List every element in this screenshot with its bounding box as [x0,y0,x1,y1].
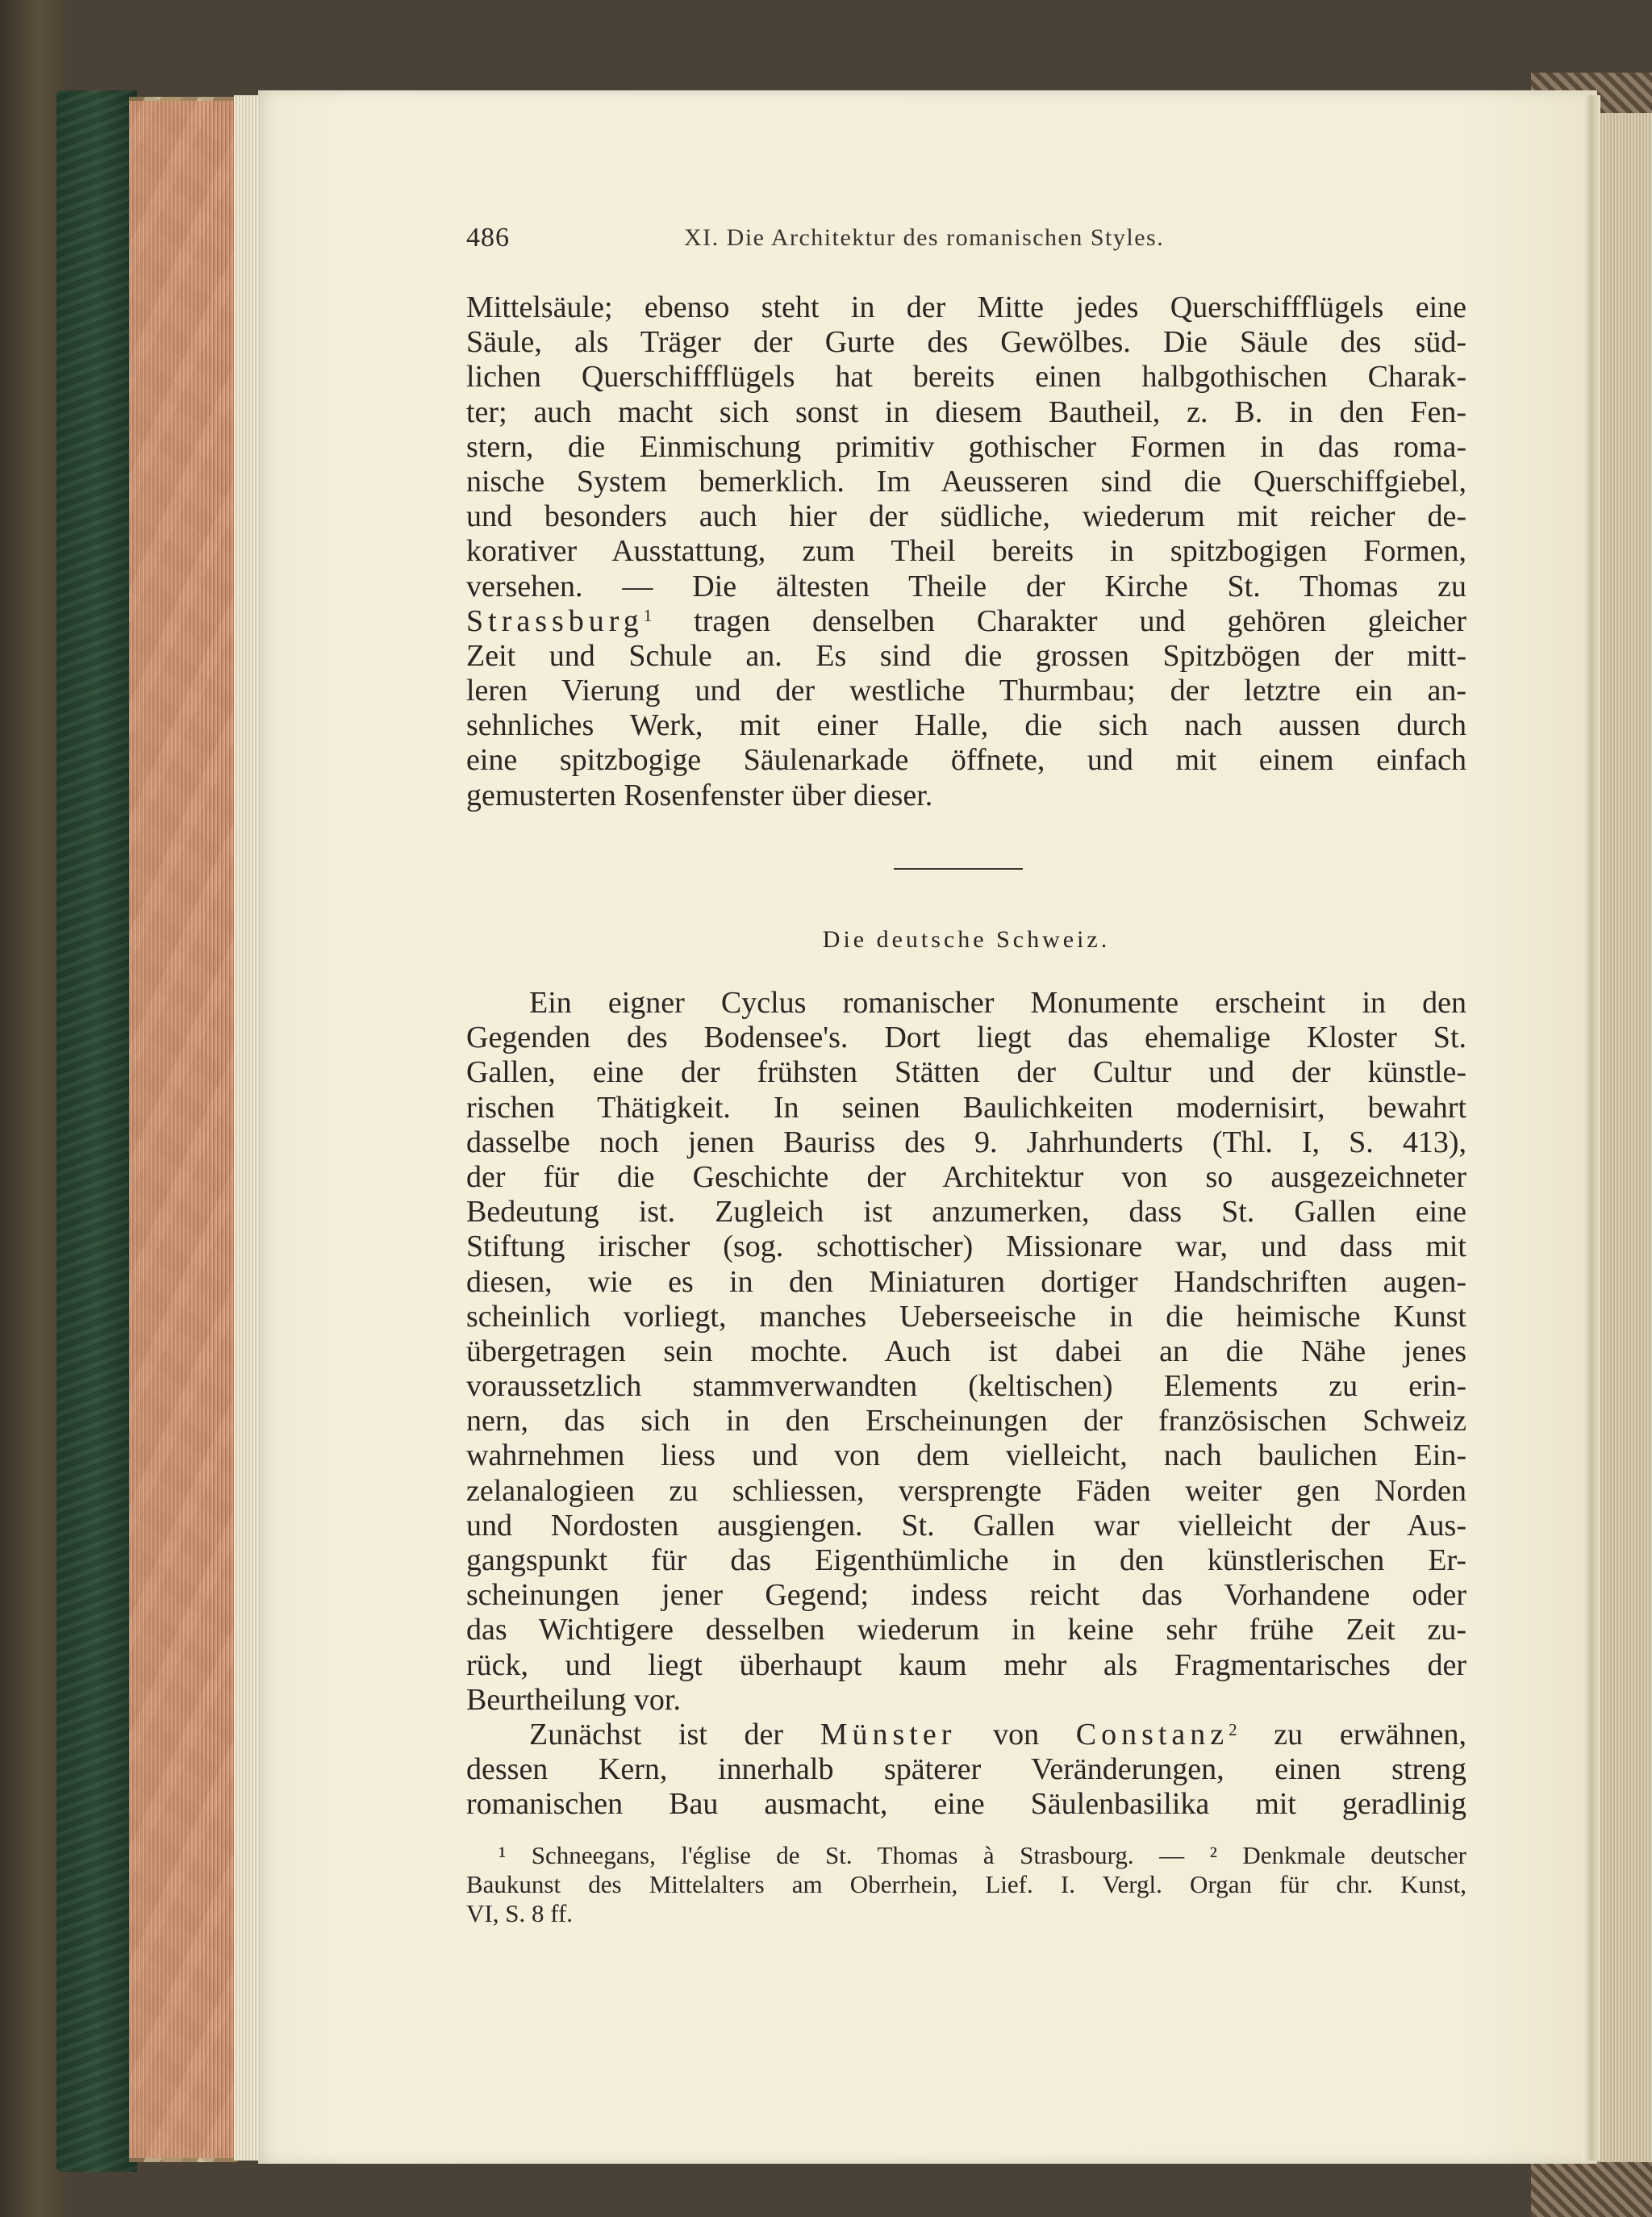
text-line: Säule, als Träger der Gurte des Gewölbes. Die Säule des süd- [466,325,1466,360]
text-line: stern, die Einmischung primitiv gothischer Formen in das roma- [466,429,1466,464]
text-line: rück, und liegt überhaupt kaum mehr als Fragmentarisches der [466,1647,1466,1682]
text-line: wahrnehmen liess und von dem vielleicht, nach baulichen Ein- [466,1438,1466,1473]
name-constanz: Constanz [1075,1717,1229,1751]
text-line: das Wichtigere desselben wiederum in keine sehr frühe Zeit zu- [466,1613,1466,1647]
text-line-munster [466,1718,1466,1752]
text-line: Beurtheilung vor. [466,1682,681,1717]
text-line: Ein eigner Cyclus romanischer Monumente erscheint in den [529,986,1466,1020]
text-line: Mittelsäule; ebenso steht in der Mitte jedes Querschiffflügels eine [466,290,1466,324]
text-line: scheinungen jener Gegend; indess reicht das Vorhandene oder [466,1578,1466,1613]
footnote-line: ¹ Schneegans, l'église de St. Thomas à Strasbourg. — ² Denkmale deutscher [499,1841,1466,1869]
footnote-mark-1: 1 [643,606,653,626]
background-left [0,0,65,2217]
text-line-strassburg [466,604,1466,639]
text-line: Zeit und Schule an. Es sind die grossen Spitzbögen der mitt- [466,638,1466,673]
text-line: nische System bemerklich. Im Aeusseren sind die Querschiffgiebel, [466,464,1466,499]
text-line: übergetragen sein mochte. Auch ist dabei an die Nähe jenes [466,1334,1466,1368]
name-strassburg: Strassburg [466,603,644,638]
section-divider [894,868,1023,870]
footnote-mark-2: 2 [1229,1719,1237,1739]
text-line: leren Vierung und der westliche Thurmbau; der letztre ein an- [466,674,1466,708]
text-line: rischen Thätigkeit. In seinen Baulichkeiten modernisirt, bewahrt [466,1090,1466,1125]
text-line: versehen. — Die ältesten Theile der Kirche St. Thomas zu [466,569,1466,603]
page-number: 486 [466,223,510,253]
text-line: nern, das sich in den Erscheinungen der französischen Schweiz [466,1404,1466,1438]
text-line: voraussetzlich stammverwandten (keltischen) Elements zu erin- [466,1369,1466,1404]
text-line: und Nordosten ausgiengen. St. Gallen war vielleicht der Aus- [466,1508,1466,1543]
text-line: korativer Ausstattung, zum Theil bereits in spitzbogigen Formen, [466,534,1466,569]
section-heading: Die deutsche Schweiz. [822,926,1111,953]
page-header [466,223,1466,263]
text-fragment: zu erwähnen, [1274,1717,1467,1751]
text-fragment: von [993,1717,1040,1751]
text-line: dasselbe noch jenen Bauriss des 9. Jahrhunderts (Thl. I, S. 413), [466,1125,1466,1159]
text-line: Gegenden des Bodensee's. Dort liegt das ehemalige Kloster St. [466,1021,1466,1055]
footnote-line: Baukunst des Mittelalters am Oberrhein, Lief. I. Vergl. Organ für chr. Kunst, [466,1870,1466,1898]
running-head: XI. Die Architektur des romanischen Styles. [684,224,1165,251]
text-line: sehnliches Werk, mit einer Halle, die sich nach aussen durch [466,708,1466,743]
page-gutter [1583,95,1600,2161]
text-line: dessen Kern, innerhalb späterer Veränderungen, einen streng [466,1752,1466,1787]
text-line: gemusterten Rosenfenster über dieser. [466,778,933,812]
cloth-bottom [1531,2162,1652,2217]
text-line: lichen Querschiffflügels hat bereits einen halbgothischen Charak- [466,360,1466,395]
text-line: der für die Geschichte der Architektur von so ausgezeichneter [466,1159,1466,1194]
text-line: eine spitzbogige Säulenarkade öffnete, und mit einem einfach [466,743,1466,778]
footnote-line: VI, S. 8 ff. [466,1899,574,1927]
text-line: romanischen Bau ausmacht, eine Säulenbasilika mit geradlinig [466,1787,1466,1822]
text-line: gangspunkt für das Eigenthümliche in den künstlerischen Er- [466,1543,1466,1577]
text-line: und besonders auch hier der südliche, wiederum mit reicher de- [466,499,1466,534]
text-fragment: Zunächst ist der [529,1717,784,1751]
footnotes [466,1841,1466,1928]
text-line: diesen, wie es in den Miniaturen dortiger Handschriften augen- [466,1264,1466,1299]
text-line: Stiftung irischer (sog. schottischer) Missionare war, und dass mit [466,1230,1466,1264]
text-line: ter; auch macht sich sonst in diesem Bautheil, z. B. in den Fen- [466,395,1466,429]
paragraph-2 [466,986,1466,1822]
text-line: Gallen, eine der frühsten Stätten der Cultur und der künstle- [466,1055,1466,1090]
paragraph-1 [466,290,1466,813]
text-line: zelanalogieen zu schliessen, versprengte Fäden weiter gen Norden [466,1473,1466,1508]
name-munster: Münster [820,1717,957,1751]
text-line: scheinlich vorliegt, manches Ueberseeische in die heimische Kunst [466,1299,1466,1334]
text-fragment: tragen denselben Charakter und gehören gleicher [694,603,1466,638]
book-cover-green [56,90,137,2172]
text-line: Bedeutung ist. Zugleich ist anzumerken, dass St. Gallen eine [466,1195,1466,1230]
